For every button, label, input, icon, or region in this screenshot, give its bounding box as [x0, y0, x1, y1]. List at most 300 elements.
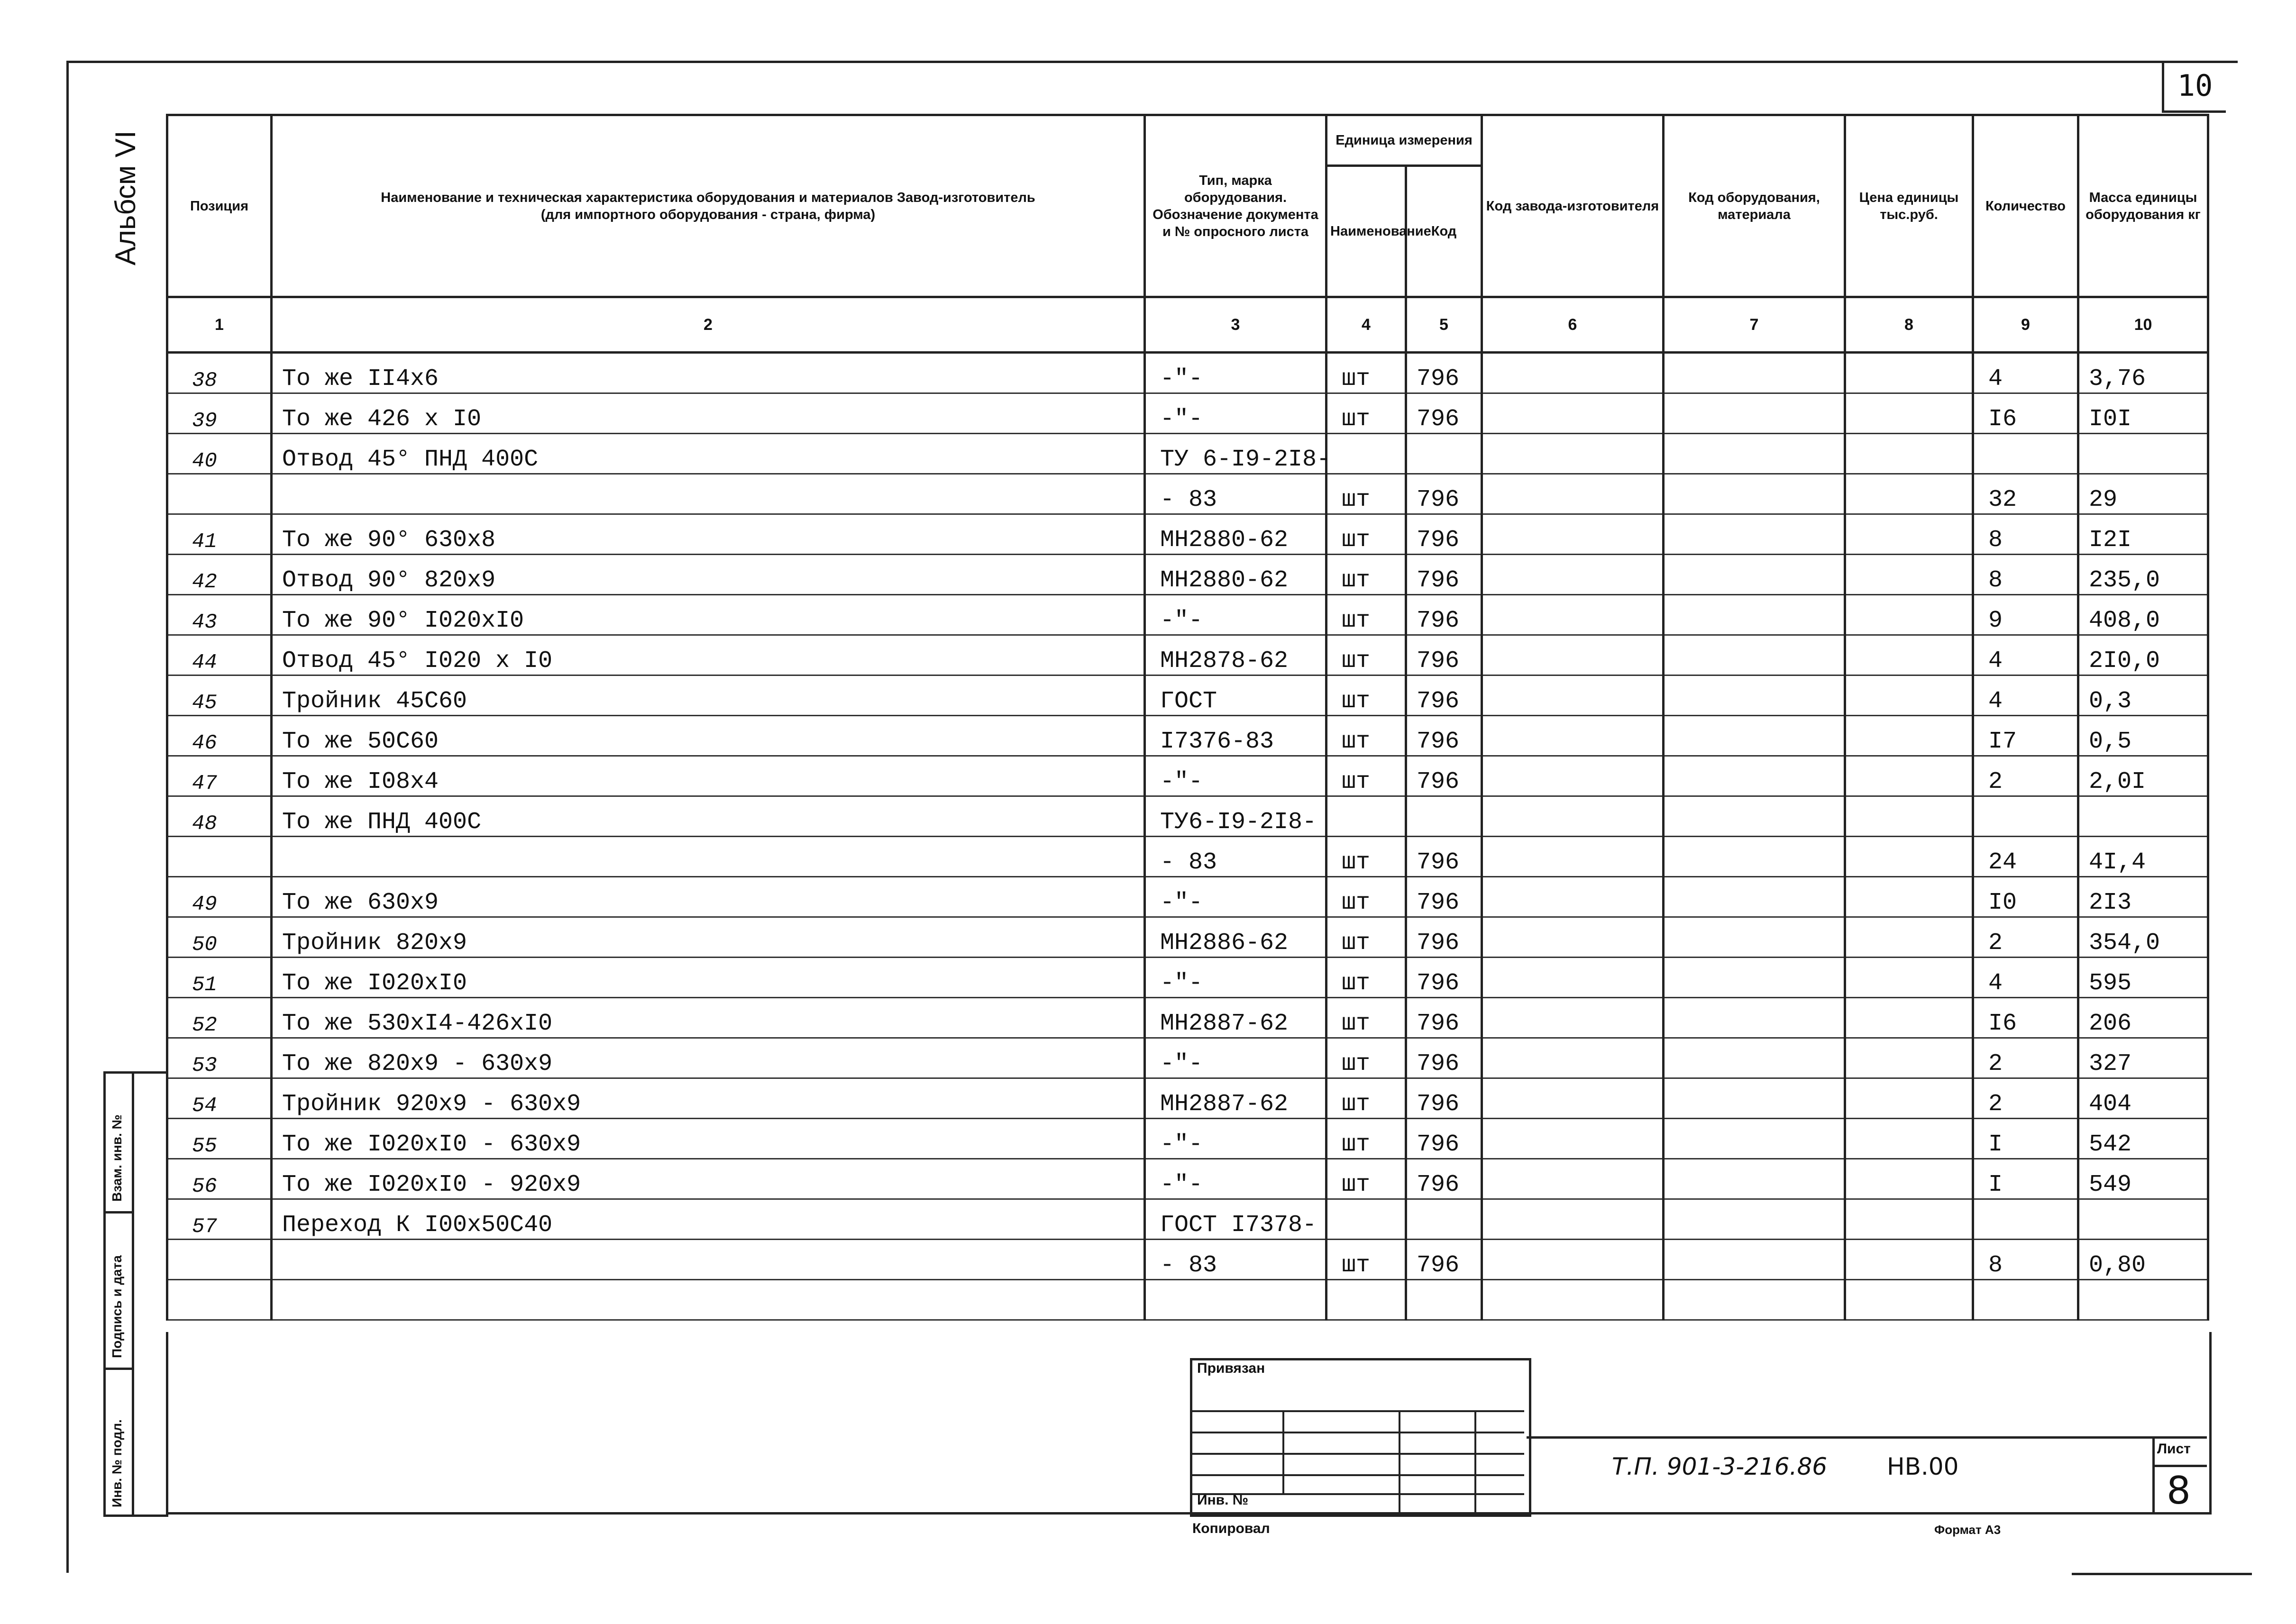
row-name: То же 50С60 [272, 716, 1145, 756]
col-number-4: 4 [1326, 297, 1406, 353]
row-material-code [1664, 393, 1845, 434]
table-row [167, 998, 2208, 1038]
row-mass: 408,0 [2078, 595, 2208, 635]
col-number-10: 10 [2078, 297, 2208, 353]
row-quantity: 4 [1973, 635, 2078, 675]
row-mass: 2,0I [2078, 756, 2208, 796]
side-label-podpis: Подпись и дата [110, 1255, 124, 1358]
row-position: 57 [167, 1199, 272, 1240]
row-plant-code [1482, 796, 1664, 837]
table-row [167, 958, 2208, 998]
row-position: 55 [167, 1119, 272, 1159]
row-plant-code [1482, 353, 1664, 393]
row-name [272, 837, 1145, 877]
row-type: -"- [1145, 1159, 1326, 1199]
table-row [167, 595, 2208, 635]
row-unit-code [1406, 1199, 1482, 1240]
row-quantity: I6 [1973, 393, 2078, 434]
row-price [1845, 1119, 1973, 1159]
row-unit: шт [1326, 958, 1406, 998]
row-price [1845, 756, 1973, 796]
row-price [1845, 998, 1973, 1038]
row-unit-code: 796 [1406, 837, 1482, 877]
row-name: То же ПНД 400С [272, 796, 1145, 837]
row-quantity [1973, 434, 2078, 474]
row-name [272, 474, 1145, 514]
row-empty-cell [2078, 1280, 2208, 1320]
side-label-inv: Инв. № подл. [110, 1419, 124, 1507]
row-quantity: 4 [1973, 353, 2078, 393]
row-type: -"- [1145, 958, 1326, 998]
row-type: ТУ6-I9-2I8- [1145, 796, 1326, 837]
row-position: 40 [167, 434, 272, 474]
row-position: 43 [167, 595, 272, 635]
row-material-code [1664, 837, 1845, 877]
row-price [1845, 837, 1973, 877]
frame-top-border [66, 61, 2238, 63]
row-plant-code [1482, 555, 1664, 595]
row-unit: шт [1326, 1240, 1406, 1280]
row-quantity: 8 [1973, 1240, 2078, 1280]
row-type: -"- [1145, 1038, 1326, 1078]
row-material-code [1664, 1159, 1845, 1199]
row-mass: 4I,4 [2078, 837, 2208, 877]
row-name: То же II4x6 [272, 353, 1145, 393]
row-unit: шт [1326, 1078, 1406, 1119]
row-type: - 83 [1145, 1240, 1326, 1280]
row-mass: I0I [2078, 393, 2208, 434]
row-position: 38 [167, 353, 272, 393]
row-quantity: 32 [1973, 474, 2078, 514]
row-type: -"- [1145, 595, 1326, 635]
row-name: Тройник 45С60 [272, 675, 1145, 716]
row-mass: 354,0 [2078, 917, 2208, 958]
row-material-code [1664, 514, 1845, 555]
row-mass: 404 [2078, 1078, 2208, 1119]
table-row [167, 1240, 2208, 1280]
sheet-number: 10 [2162, 61, 2226, 113]
row-name: Тройник 920x9 - 630x9 [272, 1078, 1145, 1119]
row-price [1845, 1199, 1973, 1240]
row-mass: 549 [2078, 1159, 2208, 1199]
table-row [167, 1159, 2208, 1199]
row-unit-code: 796 [1406, 1078, 1482, 1119]
row-unit-code: 796 [1406, 1119, 1482, 1159]
row-quantity: 8 [1973, 555, 2078, 595]
row-quantity: 8 [1973, 514, 2078, 555]
row-unit-code: 796 [1406, 635, 1482, 675]
header-material-code: Код оборудования, материала [1664, 115, 1845, 297]
row-unit-code: 796 [1406, 958, 1482, 998]
row-mass: 235,0 [2078, 555, 2208, 595]
row-position: 47 [167, 756, 272, 796]
row-material-code [1664, 917, 1845, 958]
table-row [167, 474, 2208, 514]
col-number-7: 7 [1664, 297, 1845, 353]
row-mass: 0,5 [2078, 716, 2208, 756]
table-row [167, 756, 2208, 796]
row-quantity: 4 [1973, 675, 2078, 716]
row-name: То же 820x9 - 630x9 [272, 1038, 1145, 1078]
album-label: Альбсм VI [110, 130, 141, 265]
row-price [1845, 434, 1973, 474]
row-name: То же 90° 630x8 [272, 514, 1145, 555]
table-row [167, 514, 2208, 555]
row-quantity: I [1973, 1119, 2078, 1159]
row-plant-code [1482, 756, 1664, 796]
row-type: -"- [1145, 393, 1326, 434]
row-name: То же I020xI0 - 920x9 [272, 1159, 1145, 1199]
row-material-code [1664, 635, 1845, 675]
row-name: То же 530xI4-426xI0 [272, 998, 1145, 1038]
row-unit-code: 796 [1406, 756, 1482, 796]
header-plant-code: Код завода-изготовителя [1482, 115, 1664, 297]
row-name: Отвод 45° I020 x I0 [272, 635, 1145, 675]
row-position: 54 [167, 1078, 272, 1119]
row-name: То же I08x4 [272, 756, 1145, 796]
header-type: Тип, марка оборудования. Обозначение документа и № опросного листа [1145, 115, 1326, 297]
table-row [167, 635, 2208, 675]
row-price [1845, 1038, 1973, 1078]
row-material-code [1664, 1199, 1845, 1240]
header-name: Наименование и техническая характеристика оборудования и материалов Завод-изготовитель (для импортного оборудования - страна, фирма) [272, 115, 1145, 297]
row-empty-cell [272, 1280, 1145, 1320]
header-unit-code: Код [1406, 166, 1482, 297]
frame-left-border [66, 61, 69, 1573]
row-type: - 83 [1145, 474, 1326, 514]
row-mass [2078, 1199, 2208, 1240]
bottom-block [166, 1332, 2212, 1515]
row-material-code [1664, 1038, 1845, 1078]
row-quantity: I6 [1973, 998, 2078, 1038]
col-number-8: 8 [1845, 297, 1973, 353]
col-number-5: 5 [1406, 297, 1482, 353]
row-type: МН2880-62 [1145, 555, 1326, 595]
row-plant-code [1482, 1159, 1664, 1199]
row-plant-code [1482, 1078, 1664, 1119]
row-position: 46 [167, 716, 272, 756]
row-name [272, 1240, 1145, 1280]
table-row [167, 716, 2208, 756]
table-row-empty [167, 1280, 2208, 1320]
row-quantity [1973, 796, 2078, 837]
row-unit-code: 796 [1406, 514, 1482, 555]
row-plant-code [1482, 595, 1664, 635]
row-price [1845, 1240, 1973, 1280]
col-number-6: 6 [1482, 297, 1664, 353]
row-price [1845, 555, 1973, 595]
row-material-code [1664, 595, 1845, 635]
row-empty-cell [1406, 1280, 1482, 1320]
row-unit-code: 796 [1406, 353, 1482, 393]
table-row [167, 877, 2208, 917]
row-position: 53 [167, 1038, 272, 1078]
row-type: -"- [1145, 1119, 1326, 1159]
row-empty-cell [1845, 1280, 1973, 1320]
row-type: МН2878-62 [1145, 635, 1326, 675]
row-price [1845, 1159, 1973, 1199]
row-empty-cell [1664, 1280, 1845, 1320]
row-mass [2078, 796, 2208, 837]
row-mass: 2I3 [2078, 877, 2208, 917]
row-plant-code [1482, 1038, 1664, 1078]
header-position: Позиция [167, 115, 272, 297]
header-unit-name: Наименование [1326, 166, 1406, 297]
row-mass: 595 [2078, 958, 2208, 998]
side-strip [103, 1071, 168, 1517]
col-number-1: 1 [167, 297, 272, 353]
row-unit: шт [1326, 716, 1406, 756]
row-unit: шт [1326, 595, 1406, 635]
row-unit: шт [1326, 1119, 1406, 1159]
row-quantity: 2 [1973, 756, 2078, 796]
row-empty-cell [1973, 1280, 2078, 1320]
row-type: ГОСТ [1145, 675, 1326, 716]
row-unit-code: 796 [1406, 555, 1482, 595]
row-material-code [1664, 756, 1845, 796]
row-quantity: 4 [1973, 958, 2078, 998]
row-unit [1326, 1199, 1406, 1240]
row-quantity: I [1973, 1159, 2078, 1199]
row-material-code [1664, 1119, 1845, 1159]
row-plant-code [1482, 917, 1664, 958]
list-label: Лист [2157, 1441, 2191, 1457]
row-name: Переход К I00x50С40 [272, 1199, 1145, 1240]
row-unit: шт [1326, 1159, 1406, 1199]
row-type: МН2887-62 [1145, 1078, 1326, 1119]
stamp-format: Формат А3 [1934, 1523, 2001, 1537]
row-quantity: 2 [1973, 1078, 2078, 1119]
row-unit-code: 796 [1406, 716, 1482, 756]
header-mass: Масса единицы оборудования кг [2078, 115, 2208, 297]
row-position: 56 [167, 1159, 272, 1199]
table-row [167, 837, 2208, 877]
row-position: 50 [167, 917, 272, 958]
table-body [167, 353, 2208, 1320]
table-row [167, 1038, 2208, 1078]
row-unit [1326, 434, 1406, 474]
row-material-code [1664, 434, 1845, 474]
row-unit: шт [1326, 917, 1406, 958]
row-position: 49 [167, 877, 272, 917]
row-price [1845, 877, 1973, 917]
row-quantity [1973, 1199, 2078, 1240]
row-material-code [1664, 796, 1845, 837]
row-plant-code [1482, 474, 1664, 514]
stamp-copied: Копировал [1192, 1521, 1270, 1536]
row-material-code [1664, 716, 1845, 756]
row-plant-code [1482, 716, 1664, 756]
list-number: 8 [2167, 1469, 2191, 1513]
row-unit-code: 796 [1406, 675, 1482, 716]
row-unit: шт [1326, 837, 1406, 877]
row-price [1845, 917, 1973, 958]
row-mass [2078, 434, 2208, 474]
row-material-code [1664, 958, 1845, 998]
table-row [167, 796, 2208, 837]
row-plant-code [1482, 393, 1664, 434]
equipment-table [166, 114, 2209, 1321]
row-type: I7376-83 [1145, 716, 1326, 756]
row-price [1845, 796, 1973, 837]
row-material-code [1664, 555, 1845, 595]
row-type: -"- [1145, 877, 1326, 917]
row-plant-code [1482, 837, 1664, 877]
row-type: МН2887-62 [1145, 998, 1326, 1038]
row-empty-cell [167, 1280, 272, 1320]
row-name: То же I020xI0 - 630x9 [272, 1119, 1145, 1159]
row-quantity: I7 [1973, 716, 2078, 756]
row-unit-code [1406, 796, 1482, 837]
row-unit [1326, 796, 1406, 837]
row-quantity: 24 [1973, 837, 2078, 877]
row-unit-code [1406, 434, 1482, 474]
row-quantity: 2 [1973, 917, 2078, 958]
row-name: То же 90° I020xI0 [272, 595, 1145, 635]
row-unit-code: 796 [1406, 877, 1482, 917]
row-material-code [1664, 474, 1845, 514]
stamp-privyazan: Привязан [1197, 1360, 1265, 1376]
row-mass: 206 [2078, 998, 2208, 1038]
row-price [1845, 474, 1973, 514]
row-position: 41 [167, 514, 272, 555]
row-empty-cell [1145, 1280, 1326, 1320]
table-row [167, 555, 2208, 595]
row-type: МН2886-62 [1145, 917, 1326, 958]
row-type: -"- [1145, 353, 1326, 393]
row-unit-code: 796 [1406, 595, 1482, 635]
row-unit-code: 796 [1406, 474, 1482, 514]
row-position [167, 1240, 272, 1280]
row-unit: шт [1326, 514, 1406, 555]
row-position: 39 [167, 393, 272, 434]
row-unit: шт [1326, 756, 1406, 796]
col-number-9: 9 [1973, 297, 2078, 353]
row-unit-code: 796 [1406, 1038, 1482, 1078]
frame-bottom-right-border [2072, 1573, 2252, 1575]
row-mass: 3,76 [2078, 353, 2208, 393]
row-unit-code: 796 [1406, 393, 1482, 434]
col-number-2: 2 [272, 297, 1145, 353]
row-price [1845, 716, 1973, 756]
row-name: То же 426 x I0 [272, 393, 1145, 434]
row-material-code [1664, 353, 1845, 393]
row-price [1845, 595, 1973, 635]
row-unit-code: 796 [1406, 917, 1482, 958]
row-plant-code [1482, 434, 1664, 474]
row-name: То же 630x9 [272, 877, 1145, 917]
row-price [1845, 635, 1973, 675]
title-block-line [1527, 1436, 2207, 1439]
row-empty-cell [1326, 1280, 1406, 1320]
document-code: Т.П. 901-3-216.86 [1612, 1453, 1828, 1480]
row-position: 51 [167, 958, 272, 998]
row-plant-code [1482, 635, 1664, 675]
row-quantity: I0 [1973, 877, 2078, 917]
row-material-code [1664, 1240, 1845, 1280]
table-row [167, 353, 2208, 393]
row-unit-code: 796 [1406, 1240, 1482, 1280]
row-name: Отвод 45° ПНД 400С [272, 434, 1145, 474]
row-plant-code [1482, 1119, 1664, 1159]
row-mass: 2I0,0 [2078, 635, 2208, 675]
header-price: Цена единицы тыс.руб. [1845, 115, 1973, 297]
list-box-divider [2152, 1465, 2207, 1467]
row-unit: шт [1326, 1038, 1406, 1078]
row-position: 48 [167, 796, 272, 837]
row-unit: шт [1326, 393, 1406, 434]
side-label-vzam: Взам. инв. № [110, 1114, 124, 1202]
row-unit: шт [1326, 635, 1406, 675]
row-position [167, 837, 272, 877]
row-type: ТУ 6-I9-2I8- [1145, 434, 1326, 474]
row-unit: шт [1326, 555, 1406, 595]
row-mass: 0,3 [2078, 675, 2208, 716]
row-type: - 83 [1145, 837, 1326, 877]
row-plant-code [1482, 877, 1664, 917]
row-unit-code: 796 [1406, 998, 1482, 1038]
row-mass: 542 [2078, 1119, 2208, 1159]
table-row [167, 393, 2208, 434]
row-mass: 29 [2078, 474, 2208, 514]
row-price [1845, 353, 1973, 393]
row-position: 44 [167, 635, 272, 675]
row-plant-code [1482, 675, 1664, 716]
row-name: Отвод 90° 820x9 [272, 555, 1145, 595]
header-quantity: Количество [1973, 115, 2078, 297]
row-unit: шт [1326, 877, 1406, 917]
row-price [1845, 514, 1973, 555]
row-mass: I2I [2078, 514, 2208, 555]
row-position: 52 [167, 998, 272, 1038]
row-type: МН2880-62 [1145, 514, 1326, 555]
row-empty-cell [1482, 1280, 1664, 1320]
table-row [167, 917, 2208, 958]
row-price [1845, 675, 1973, 716]
row-unit: шт [1326, 474, 1406, 514]
row-mass: 327 [2078, 1038, 2208, 1078]
row-price [1845, 393, 1973, 434]
row-material-code [1664, 675, 1845, 716]
row-unit: шт [1326, 675, 1406, 716]
stamp-inv-no: Инв. № [1197, 1492, 1249, 1508]
row-quantity: 9 [1973, 595, 2078, 635]
row-price [1845, 958, 1973, 998]
row-quantity: 2 [1973, 1038, 2078, 1078]
row-mass: 0,80 [2078, 1240, 2208, 1280]
row-material-code [1664, 1078, 1845, 1119]
row-position: 42 [167, 555, 272, 595]
row-type: -"- [1145, 756, 1326, 796]
row-unit: шт [1326, 998, 1406, 1038]
col-number-3: 3 [1145, 297, 1326, 353]
row-position [167, 474, 272, 514]
row-position: 45 [167, 675, 272, 716]
document-mark: НВ.00 [1887, 1453, 1959, 1480]
row-unit: шт [1326, 353, 1406, 393]
header-unit-group: Единица измерения [1326, 115, 1482, 166]
table-row [167, 1199, 2208, 1240]
row-name: То же I020xI0 [272, 958, 1145, 998]
table-row [167, 675, 2208, 716]
row-plant-code [1482, 1199, 1664, 1240]
row-material-code [1664, 877, 1845, 917]
row-plant-code [1482, 514, 1664, 555]
row-name: Тройник 820x9 [272, 917, 1145, 958]
row-unit-code: 796 [1406, 1159, 1482, 1199]
table-row [167, 1119, 2208, 1159]
row-material-code [1664, 998, 1845, 1038]
